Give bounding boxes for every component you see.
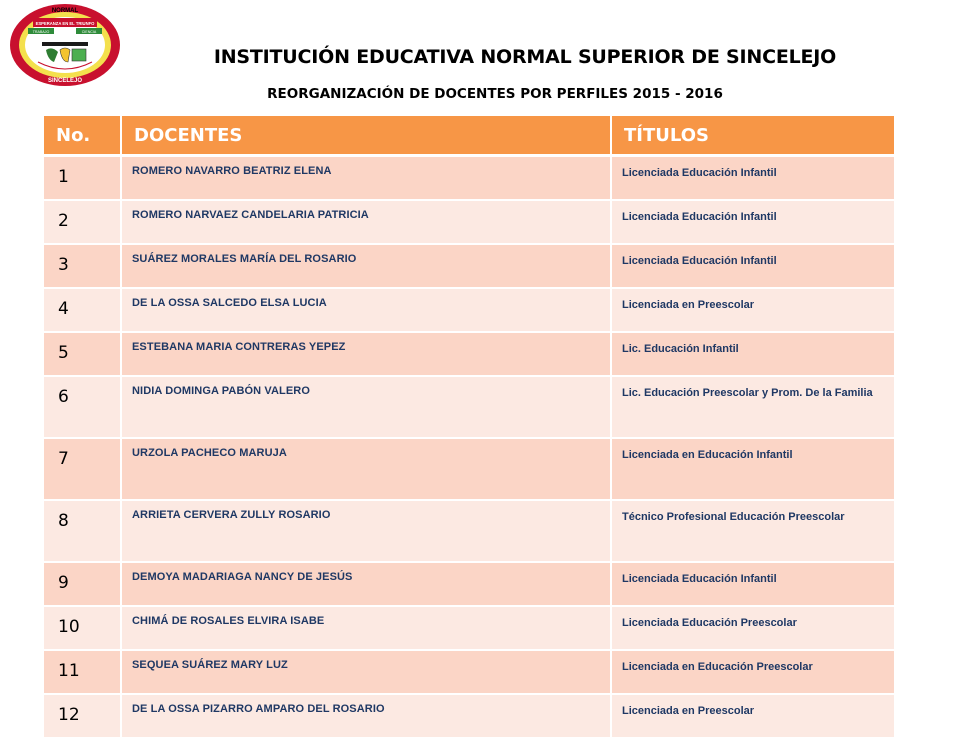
teacher-title: Licenciada Educación Infantil <box>611 562 895 606</box>
row-number: 12 <box>44 694 121 738</box>
row-number: 6 <box>44 376 121 438</box>
svg-text:SINCELEJO: SINCELEJO <box>47 78 83 84</box>
row-number: 3 <box>44 244 121 288</box>
teacher-title: Licenciada Educación Preescolar <box>611 606 895 650</box>
teacher-name: NIDIA DOMINGA PABÓN VALERO <box>121 376 611 438</box>
svg-text:NORMAL: NORMAL <box>51 8 79 14</box>
teacher-title: Licenciada en Educación Infantil <box>611 438 895 500</box>
table-row <box>44 244 895 288</box>
teacher-name: DEMOYA MADARIAGA NANCY DE JESÚS <box>121 562 611 606</box>
teacher-name: ROMERO NARVAEZ CANDELARIA PATRICIA <box>121 200 611 244</box>
teacher-title: Licenciada en Preescolar <box>611 288 895 332</box>
table-row <box>44 288 895 332</box>
table-row <box>44 200 895 244</box>
teacher-name: SUÁREZ MORALES MARÍA DEL ROSARIO <box>121 244 611 288</box>
row-number: 11 <box>44 650 121 694</box>
column-header-no: No. <box>44 116 121 156</box>
table-row <box>44 500 895 562</box>
table-row <box>44 650 895 694</box>
row-number: 4 <box>44 288 121 332</box>
svg-text:CIENCIA: CIENCIA <box>81 30 97 34</box>
teacher-name: ARRIETA CERVERA ZULLY ROSARIO <box>121 500 611 562</box>
row-number: 2 <box>44 200 121 244</box>
teacher-title: Licenciada Educación Infantil <box>611 200 895 244</box>
teacher-name: ESTEBANA MARIA CONTRERAS YEPEZ <box>121 332 611 376</box>
page-subtitle: REORGANIZACIÓN DE DOCENTES POR PERFILES 2015 - 2016 <box>267 86 723 102</box>
teachers-table <box>44 116 896 739</box>
crest-icon <box>8 2 122 88</box>
teacher-name: URZOLA PACHECO MARUJA <box>121 438 611 500</box>
teacher-name: CHIMÁ DE ROSALES ELVIRA ISABE <box>121 606 611 650</box>
row-number: 1 <box>44 156 121 201</box>
teacher-name: ROMERO NAVARRO BEATRIZ ELENA <box>121 156 611 201</box>
school-crest-logo <box>8 2 122 88</box>
table-row <box>44 694 895 738</box>
teacher-name: SEQUEA SUÁREZ MARY LUZ <box>121 650 611 694</box>
teacher-title: Licenciada en Educación Preescolar <box>611 650 895 694</box>
table-row <box>44 606 895 650</box>
svg-text:ESPERANZA EN EL TRIUNFO: ESPERANZA EN EL TRIUNFO <box>35 21 95 26</box>
teacher-name: DE LA OSSA SALCEDO ELSA LUCIA <box>121 288 611 332</box>
row-number: 10 <box>44 606 121 650</box>
page-title: INSTITUCIÓN EDUCATIVA NORMAL SUPERIOR DE SINCELEJO <box>213 46 837 68</box>
teacher-title: Lic. Educación Infantil <box>611 332 895 376</box>
teacher-title: Licenciada en Preescolar <box>611 694 895 738</box>
teacher-title: Técnico Profesional Educación Preescolar <box>611 500 895 562</box>
table-row <box>44 156 895 201</box>
table-header-row <box>44 116 895 156</box>
row-number: 5 <box>44 332 121 376</box>
column-header-titulos: TÍTULOS <box>611 116 895 156</box>
teacher-title: Licenciada Educación Infantil <box>611 244 895 288</box>
table-row <box>44 562 895 606</box>
svg-text:TRABAJO: TRABAJO <box>32 30 50 34</box>
row-number: 9 <box>44 562 121 606</box>
table-row <box>44 332 895 376</box>
teacher-name: DE LA OSSA PIZARRO AMPARO DEL ROSARIO <box>121 694 611 738</box>
column-header-docentes: DOCENTES <box>121 116 611 156</box>
table-row <box>44 438 895 500</box>
row-number: 8 <box>44 500 121 562</box>
row-number: 7 <box>44 438 121 500</box>
teacher-title: Lic. Educación Preescolar y Prom. De la Familia <box>611 376 895 438</box>
teacher-title: Licenciada Educación Infantil <box>611 156 895 201</box>
table-row <box>44 376 895 438</box>
